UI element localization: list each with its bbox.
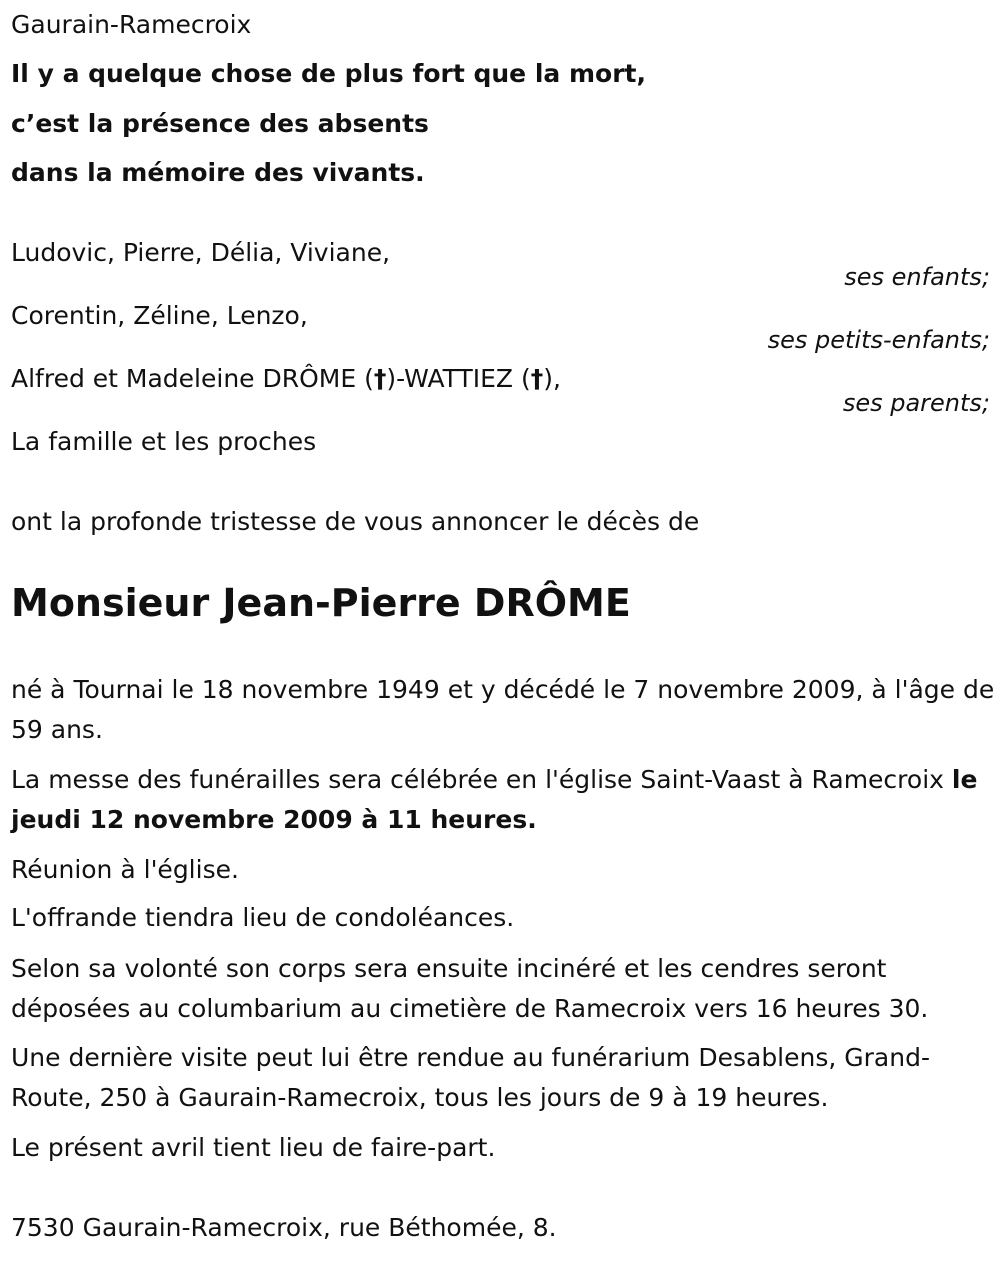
mass-paragraph [11,760,996,840]
parents-middle: )-WATTIEZ ( [386,364,531,393]
mass-date: le jeudi 12 novembre 2009 à 11 heures. [11,765,978,834]
parents-names [11,364,561,394]
quote-line-3: dans la mémoire des vivants. [11,158,425,187]
offering-paragraph: L'offrande tiendra lieu de condoléances. [11,903,515,932]
visit-paragraph: Une dernière visite peut lui être rendue au funérarium Desablens, Grand-Route, 250 à Gaurain-Ramecroix, tous les jours de 9 à 19 heures. [11,1043,930,1112]
reunion-paragraph: Réunion à l'église. [11,855,239,884]
location-heading: Gaurain-Ramecroix [11,10,252,39]
quote-line-2: c’est la présence des absents [11,109,429,138]
deceased-name: Monsieur Jean-Pierre DRÔME [11,581,631,625]
birth-death-paragraph: né à Tournai le 18 novembre 1949 et y décédé le 7 novembre 2009, à l'âge de 59 ans. [11,675,995,744]
cremation-paragraph: Selon sa volonté son corps sera ensuite inciné​ré et les cendres seront déposées au columbarium au cimetière de Ramecroix vers 16 heures 30. [11,954,929,1023]
parents-suffix: ), [543,364,561,393]
address: 7530 Gaurain-Ramecroix, rue Béthomée, 8. [11,1213,557,1242]
notice-paragraph: Le présent avril tient lieu de faire-part. [11,1133,496,1162]
announcement: ont la profonde tristesse de vous annoncer le décès de [11,507,700,536]
children-names: Ludovic, Pierre, Délia, Viviane, [11,238,391,267]
family-others: La famille et les proches [11,427,317,456]
children-role: ses enfants; [844,263,990,291]
cross-icon: † [530,364,544,393]
parents-role: ses parents; [842,389,990,417]
mass-text: La messe des funérailles sera célébrée en l'église Saint-Vaast à Ramecroix [11,765,952,794]
cross-icon: † [373,364,387,393]
grandchildren-role: ses petits-enfants; [767,326,990,354]
quote-line-1: Il y a quelque chose de plus fort que la mort, [11,59,646,88]
parents-prefix: Alfred et Madeleine DRÔME ( [11,364,374,393]
grandchildren-names: Corentin, Zéline, Lenzo, [11,301,308,330]
